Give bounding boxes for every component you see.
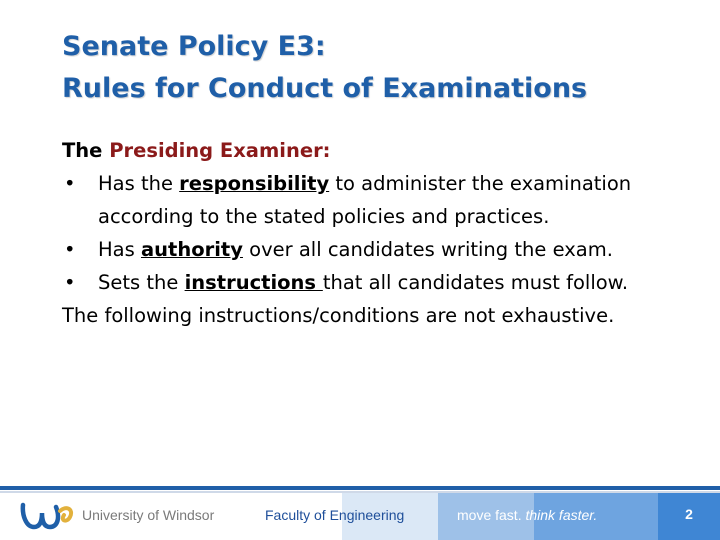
- page-number: 2: [685, 506, 693, 522]
- motto-italic: think faster.: [525, 507, 598, 523]
- bullet-list: [62, 167, 674, 299]
- bullet-item: [62, 233, 674, 266]
- bullet-symbol: •: [64, 271, 76, 294]
- bullet-symbol: •: [64, 172, 76, 195]
- slide-body: [62, 134, 674, 332]
- bullet-keyword: instructions: [184, 271, 323, 294]
- bullet-item: [62, 266, 674, 299]
- bullet-item: [62, 167, 674, 233]
- title-line-2: Rules for Conduct of Examinations: [62, 73, 588, 104]
- university-of-windsor-logo-icon: [20, 501, 76, 531]
- bullet-text-before: Has: [98, 238, 141, 261]
- bullet-text-after: over all candidates writing the exam.: [242, 238, 613, 261]
- bullet-text-before: Has the: [98, 172, 180, 195]
- closing-text: The following instructions/conditions are not exhaustive.: [62, 304, 615, 327]
- slide-title: [62, 26, 702, 110]
- motto-plain: move fast.: [457, 507, 526, 523]
- bullet-keyword: authority: [140, 238, 243, 261]
- faculty-name: Faculty of Engineering: [265, 507, 405, 523]
- bullet-text-after: to administer the examination according to the stated policies and practices.: [98, 172, 632, 228]
- bullet-text-after: that all candidates must follow.: [322, 271, 629, 294]
- lead-prefix: The: [62, 139, 110, 162]
- bullet-keyword: responsibility: [179, 172, 330, 195]
- bullet-text-before: Sets the: [98, 271, 185, 294]
- slide-footer: [0, 486, 720, 540]
- bullet-symbol: •: [64, 238, 76, 261]
- university-name: University of Windsor: [82, 507, 215, 523]
- lead-line: [62, 134, 674, 167]
- footer-rule: [0, 486, 720, 490]
- title-line-1: Senate Policy E3:: [62, 31, 326, 62]
- motto: [457, 507, 597, 523]
- lead-highlight: Presiding Examiner:: [109, 139, 331, 162]
